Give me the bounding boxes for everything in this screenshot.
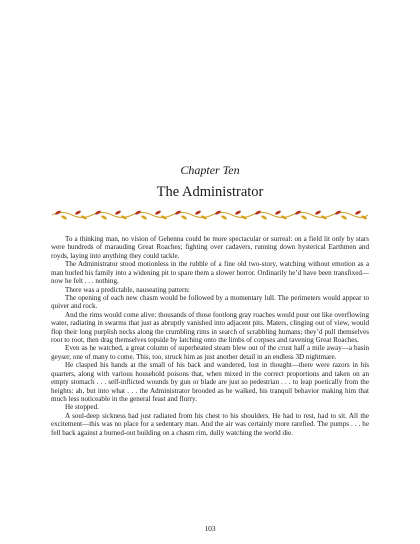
vine-leaf-icon xyxy=(141,215,148,220)
vine-leaf-icon xyxy=(115,210,122,215)
vine-leaf-icon xyxy=(195,210,202,215)
vine-leaf-icon xyxy=(261,215,268,220)
body-paragraph: And the rims would come alive: thousands of those footlong gray roaches would pour out like overflowing water, radiating in swarms that just as abruptly vanished into adjacent pits. Maters, clinging out of view, would flop their long purplish necks along the crumbling rims in search of scrabbling humans; they’d pull themselves root to root, then drag themselves topside by latching onto the limbs of corpses and ravening Great Roaches. xyxy=(51,310,369,345)
body-paragraph: The Administrator stood motionless in the rubble of a fine old two-story, watching without emotion as a man hurled his family into a widening pit to spare them a slower horror. Ordinarily he’d have been transfixed—now he felt . . . nothing. xyxy=(51,260,369,286)
vine-leaf-icon xyxy=(301,215,308,220)
vine-leaf-icon xyxy=(235,210,242,215)
vine-leaf-icon xyxy=(275,210,282,215)
body-paragraph: Even as he watched, a great column of superheated steam blew out of the crust half a mile away—a basin geyser, one of many to come. This, too, struck him as just another detail in an endless 3D nightmare. xyxy=(51,344,369,361)
vine-leaf-icon xyxy=(155,210,162,215)
body-paragraph: To a thinking man, no vision of Gehenna could be more spectacular or surreal: on a field lit only by stars were hundreds of marauding Great Roaches; fighting over cadavers, running down hysterical Earthmen and royds, laying into anything they could tackle. xyxy=(51,235,369,260)
body-paragraph: He stopped. xyxy=(65,403,99,412)
decorative-vine-divider-icon xyxy=(50,209,370,221)
vine-leaf-icon xyxy=(181,215,188,220)
vine-leaf-icon xyxy=(61,215,68,220)
vine-leaf-icon xyxy=(221,215,228,220)
vine-leaf-icon xyxy=(101,215,108,220)
page-number: 103 xyxy=(204,524,216,533)
vine-leaf-icon xyxy=(75,210,82,215)
body-paragraph: A soul-deep sickness had just radiated from his chest to his shoulders. He had to rest, had to sit. All the excitement—this was no place for a sedentary man. And the air was certainly more rarefied. The pumps . . . he fell back against a burned-out building on a chasm rim, dully watching the world die. xyxy=(51,411,369,437)
chapter-body xyxy=(51,235,369,437)
vine-leaf-icon xyxy=(341,215,348,220)
body-paragraph: He clasped his hands at the small of his back and wandered, lost in thought—there were razors in his quarters, along with various household poisons that, when mixed in the correct proportions and taken on an empty stomach . . . self-inflicted wounds by gun or blade are just so pedestrian . . . to leap poetically from the heights: ah, but into what . . . the Administrator brooded as he walked, his tranquil behavior making him that much less noticeable in the general feast and flurry. xyxy=(51,361,369,404)
vine-leaf-icon xyxy=(355,210,362,215)
body-paragraph: The opening of each new chasm would be followed by a momentary lull. The perimeters would appear to quiver and rock. xyxy=(51,293,369,311)
chapter-title: The Administrator xyxy=(156,184,264,200)
vine-leaf-icon xyxy=(315,210,322,215)
chapter-label: Chapter Ten xyxy=(180,163,240,177)
body-paragraph: There was a predictable, nauseating pattern: xyxy=(65,285,190,294)
